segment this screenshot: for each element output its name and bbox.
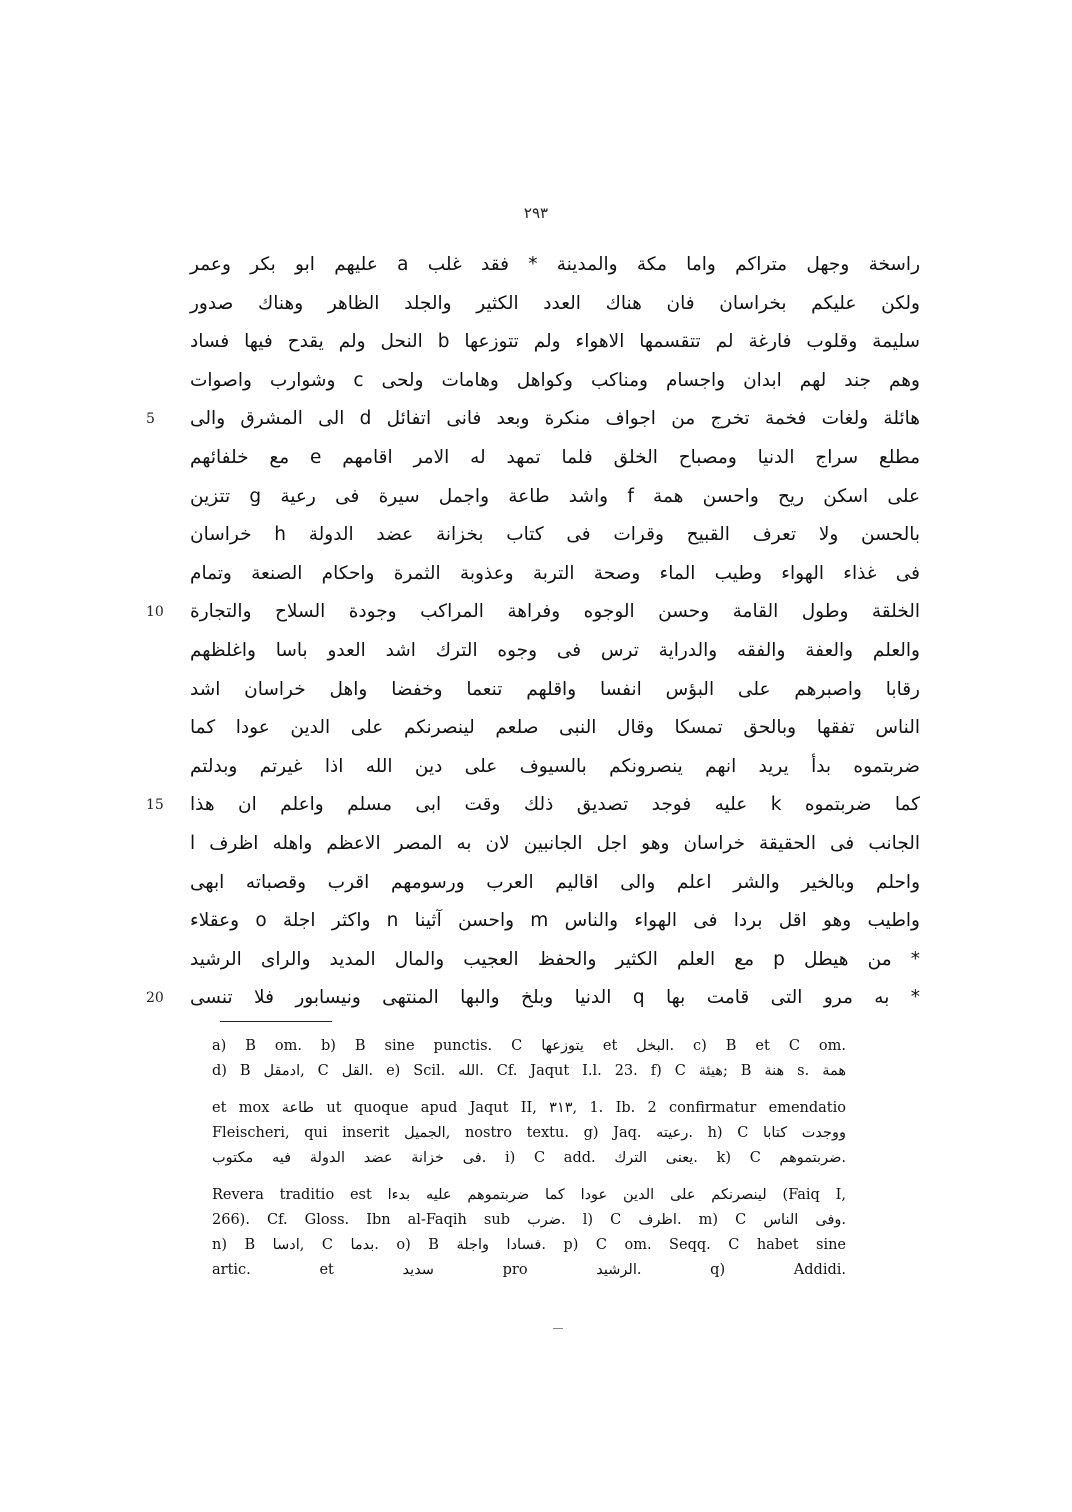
footnote-line: 266). Cf. Gloss. Ibn al-Faqih sub ضرب. l) C اظرف. m) C وفى الناس. bbox=[212, 1212, 846, 1228]
text-line bbox=[190, 246, 920, 285]
text-line-content: الجانب فى الحقيقة خراسان وهو اجل الجانبين لان به المصر الاعظم واهله اظرف l bbox=[190, 832, 920, 854]
text-line-content: * به مرو التى قامت بها q الدنيا وبلخ والبها المنتهى ونيسابور فلا تنسى bbox=[190, 987, 920, 1009]
footnote-line: Revera traditio est لينصرنكم على الدين عودا كما ضربتموهم عليه بدءا (Faiq I, bbox=[212, 1187, 846, 1203]
text-line bbox=[146, 400, 920, 439]
text-line-content: سليمة وقلوب فارغة لم تتقسمها الاهواء ولم تتوزعها b النحل ولم يقدح فيها فساد bbox=[190, 331, 920, 353]
text-line-content: بالحسن ولا تعرف القبيح وقرات فى كتاب بخزانة عضد الدولة h خراسان bbox=[190, 524, 920, 546]
text-line-content: راسخة وجهل متراكم واما مكة والمدينة * فقد غلب a عليهم ابو بكر وعمر bbox=[190, 254, 920, 275]
text-line-content: الخلقة وطول القامة وحسن الوجوه وفراهة المراكب وجودة السلاح والتجارة bbox=[190, 601, 920, 623]
text-line bbox=[190, 748, 920, 787]
text-line-content: والعلم والعفة والفقه والدراية ترس فى وجوه الترك اشد العدو باسا واغلظهم bbox=[190, 639, 920, 661]
footnote-line: فى خزانة عضد الدولة فيه مكتوب. i) C add. يعنى الترك. k) C ضربتموهم. bbox=[212, 1150, 847, 1166]
text-line-content: وهم جند لهم ابدان واجسام ومناكب وكواهل وهامات ولحى c وشوارب واصوات bbox=[190, 369, 920, 391]
text-line-content: على اسكن ريح واحسن همة f واشد طاعة واجمل سيرة فى رعية g تتزين bbox=[190, 485, 920, 507]
text-line bbox=[190, 709, 920, 748]
text-line bbox=[190, 516, 920, 555]
line-number: 5 bbox=[146, 411, 155, 428]
text-line bbox=[190, 323, 920, 362]
line-number: 20 bbox=[146, 990, 164, 1007]
text-line-content: * من هيطل p مع العلم الكثير والحفظ العجيب والمال المديد والراى الرشيد bbox=[190, 948, 920, 970]
text-line-content: ولكن عليكم بخراسان فان هناك العدد الكثير والجلد الظاهر وهناك صدور bbox=[190, 292, 920, 314]
text-line-content: فى غذاء الهواء وطيب الماء وصحة التربة وعذوبة الثمرة واحكام الصنعة وتمام bbox=[190, 562, 920, 584]
footnote-line: Fleischeri, qui inserit الجميل, nostro textu. g) Jaq. رعيته. h) C ووجدت كتابا bbox=[212, 1125, 846, 1141]
text-line bbox=[190, 864, 920, 903]
page-number: ٢٩٣ bbox=[523, 204, 549, 222]
text-line bbox=[190, 902, 920, 941]
text-line bbox=[190, 439, 920, 478]
text-line bbox=[190, 825, 920, 864]
text-line-content: الناس تفقها وبالحق تمسكا وقال النبى صلعم لينصرنكم على الدين عودا كما bbox=[190, 717, 920, 739]
text-line-content: هائلة ولغات فخمة تخرج من اجواف منكرة وبعد فانى اتفائل d الى المشرق والى bbox=[190, 408, 920, 430]
line-number: 10 bbox=[146, 604, 164, 621]
text-line-content: واطيب وهو اقل بردا فى الهواء والناس m واحسن آثينا n واكثر اجلة o وعقلاء bbox=[190, 910, 920, 932]
text-line bbox=[190, 362, 920, 401]
text-line bbox=[190, 941, 920, 980]
text-line-content: واحلم وبالخير والشر اعلم والى اقاليم العرب ورسومهم اقرب وقصباته ابهى bbox=[190, 871, 920, 893]
footnote-line: artic. et سديد pro الرشيد. q) Addidi. bbox=[212, 1262, 846, 1278]
text-line bbox=[190, 671, 920, 710]
text-line bbox=[146, 786, 920, 825]
text-line-content: ضربتموه بدأ يريد انهم ينصرونكم بالسيوف على دين الله اذا غيرتم وبدلتم bbox=[190, 755, 920, 777]
text-line bbox=[190, 285, 920, 324]
text-line-content: رقابا واصبرهم على البؤس انفسا واقلهم تنعما وخفضا واهل خراسان اشد bbox=[190, 678, 920, 700]
text-line bbox=[146, 593, 920, 632]
footnote-gap bbox=[212, 1084, 846, 1096]
footnote-gap bbox=[212, 1171, 846, 1183]
text-line bbox=[190, 478, 920, 517]
text-line bbox=[146, 979, 920, 1018]
footnotes-block bbox=[212, 1034, 846, 1283]
footnote-separator-rule bbox=[220, 1021, 332, 1022]
text-line bbox=[190, 632, 920, 671]
text-line bbox=[190, 555, 920, 594]
footnote-line: a) B om. b) B sine punctis. C يتوزعها et البخل. c) B et C om. bbox=[212, 1038, 846, 1054]
text-line-content: كما ضربتموه k عليه فوجد تصديق ذلك وقت ابى مسلم واعلم ان هذا bbox=[190, 794, 920, 816]
line-number: 15 bbox=[146, 797, 164, 814]
footnote-line: et mox طاعة ut quoque apud Jaqut II, ٣١٣, 1. Ib. 2 confirmatur emendatio bbox=[212, 1100, 846, 1116]
text-line-content: مطلع سراج الدنيا ومصباح الخلق فلما تمهد له الامر اقامهم e مع خلفائهم bbox=[190, 446, 920, 468]
arabic-main-text bbox=[146, 246, 920, 1018]
footnote-line: d) B ادمقل, C القل. e) Scil. الله. Cf. Jaqut I.l. 23. f) C هيئة; B هنة s. همة bbox=[212, 1063, 846, 1079]
footnote-line: n) B ادسا, C بدما. o) B فسادا واجلة. p) C om. Seqq. C habet sine bbox=[212, 1237, 847, 1253]
bottom-page-mark bbox=[553, 1328, 563, 1329]
